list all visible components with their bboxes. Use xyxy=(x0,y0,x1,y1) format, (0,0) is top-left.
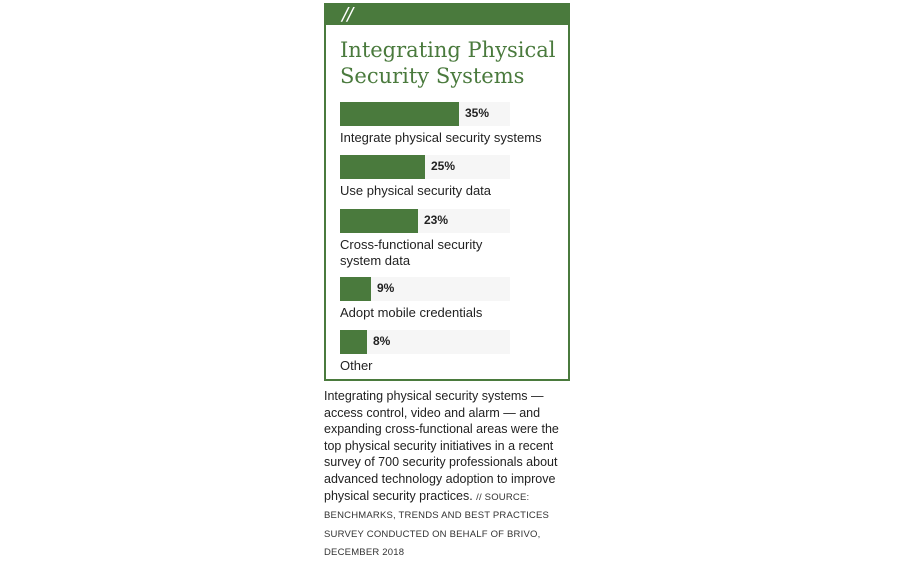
bar-category-label: Adopt mobile credentials xyxy=(340,305,483,320)
slash-mark: // xyxy=(342,4,353,25)
chart-title: Integrating Physical Security Systems xyxy=(340,38,556,88)
bar-value-label: 25% xyxy=(431,159,456,173)
bar-row-3 xyxy=(340,209,565,269)
bar-track xyxy=(340,155,510,179)
bar-row-1 xyxy=(340,102,565,146)
bar xyxy=(340,209,418,233)
bar xyxy=(340,155,425,179)
bar-value-label: 35% xyxy=(465,106,490,120)
bar-track xyxy=(340,209,510,233)
bar-row-2 xyxy=(340,155,565,199)
bar-chart xyxy=(326,5,568,379)
bar xyxy=(340,102,459,126)
bar-category-label: Integrate physical security systems xyxy=(340,130,542,145)
bar-track xyxy=(340,277,510,301)
caption xyxy=(324,388,574,562)
bar xyxy=(340,330,367,354)
bar-value-label: 23% xyxy=(424,213,449,227)
bar-category-label: Cross-functional security system data xyxy=(340,237,483,268)
chart-card xyxy=(324,3,570,381)
bar-track xyxy=(340,102,510,126)
bar-value-label: 9% xyxy=(377,281,395,295)
caption-source: // SOURCE: BENCHMARKS, TRENDS AND BEST PRACTICES SURVEY CONDUCTED ON BEHALF OF BRIVO, DECEMBER 2018 xyxy=(324,491,550,559)
bar-category-label: Use physical security data xyxy=(340,183,492,198)
bar-value-label: 8% xyxy=(373,334,391,348)
bar-row-4 xyxy=(340,277,565,321)
caption-text: Integrating physical security systems — access control, video and alarm — and expanding cross-functional areas were the top physical security initiatives in a recent survey of 700 security professionals about advanced technology adoption to improve physical security practices. xyxy=(324,389,559,503)
bar xyxy=(340,277,371,301)
bar-track xyxy=(340,330,510,354)
bar-row-5 xyxy=(340,330,565,374)
bar-category-label: Other xyxy=(340,358,373,373)
